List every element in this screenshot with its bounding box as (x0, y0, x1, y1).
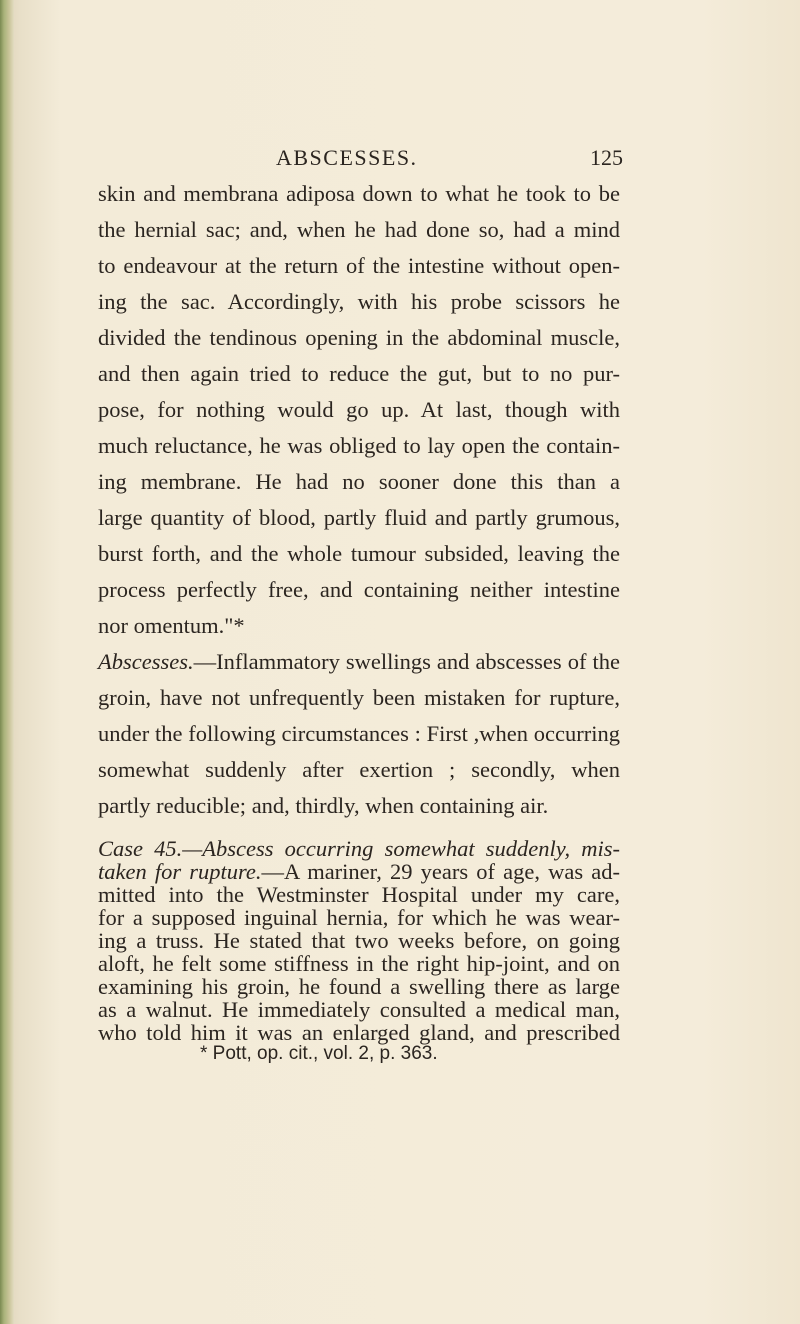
page-number: 125 (590, 145, 623, 170)
case-paragraph-first-line (98, 837, 620, 860)
book-binding-edge (0, 0, 14, 1324)
text-line: ing a truss. He stated that two weeks before, on going (98, 928, 620, 953)
text-line: ing membrane. He had no sooner done this than a (98, 469, 620, 494)
text-run: —Inflammatory swellings and abscesses of the (193, 649, 620, 674)
text-line: for a supposed inguinal hernia, for which he was wear- (98, 905, 620, 930)
footnote: * Pott, op. cit., vol. 2, p. 363. (200, 1043, 438, 1064)
text-line: nor omentum."* (98, 613, 245, 638)
text-line: divided the tendinous opening in the abdominal muscle, (98, 325, 620, 350)
text-line: mitted into the Westminster Hospital under my care, (98, 882, 620, 907)
text-line: much reluctance, he was obliged to lay open the contain- (98, 433, 620, 458)
text-line: ing the sac. Accordingly, with his probe scissors he (98, 289, 620, 314)
text-line: large quantity of blood, partly fluid and partly grumous, (98, 505, 620, 530)
text-line: and then again tried to reduce the gut, but to no pur- (98, 361, 620, 386)
text-line: groin, have not unfrequently been mistaken for rupture, (98, 685, 620, 710)
running-head-title: ABSCESSES. (276, 145, 418, 170)
abscesses-heading: Abscesses. (98, 649, 194, 674)
text-line: process perfectly free, and containing neither intestine (98, 577, 620, 602)
text-line: to endeavour at the return of the intestine without open- (98, 253, 620, 278)
case-title-part: taken for rupture. (98, 859, 262, 884)
text-line: burst forth, and the whole tumour subsided, leaving the (98, 541, 620, 566)
text-run: —A mariner, 29 years of age, was ad- (261, 859, 620, 884)
text-line: pose, for nothing would go up. At last, though with (98, 397, 620, 422)
text-line: aloft, he felt some stiffness in the right hip-joint, and on (98, 951, 620, 976)
text-line: skin and membrana adiposa down to what he took to be (98, 181, 620, 206)
text-line: under the following circumstances : First ,when occurring (98, 721, 620, 746)
case-title-part: —Abscess occurring somewhat suddenly, mis- (182, 836, 620, 861)
case-label: Case 45. (98, 836, 183, 861)
text-line: examining his groin, he found a swelling there as large (98, 974, 620, 999)
text-line: who told him it was an enlarged gland, and prescribed (98, 1020, 620, 1045)
text-line: partly reducible; and, thirdly, when containing air. (98, 793, 549, 818)
running-head (0, 145, 800, 175)
text-line: the hernial sac; and, when he had done so, had a mind (98, 217, 620, 242)
text-line: somewhat suddenly after exertion ; secondly, when (98, 757, 620, 782)
text-line: as a walnut. He immediately consulted a medical man, (98, 997, 620, 1022)
case-paragraph-second-line (98, 860, 620, 883)
abscesses-paragraph-first-line (98, 644, 620, 680)
